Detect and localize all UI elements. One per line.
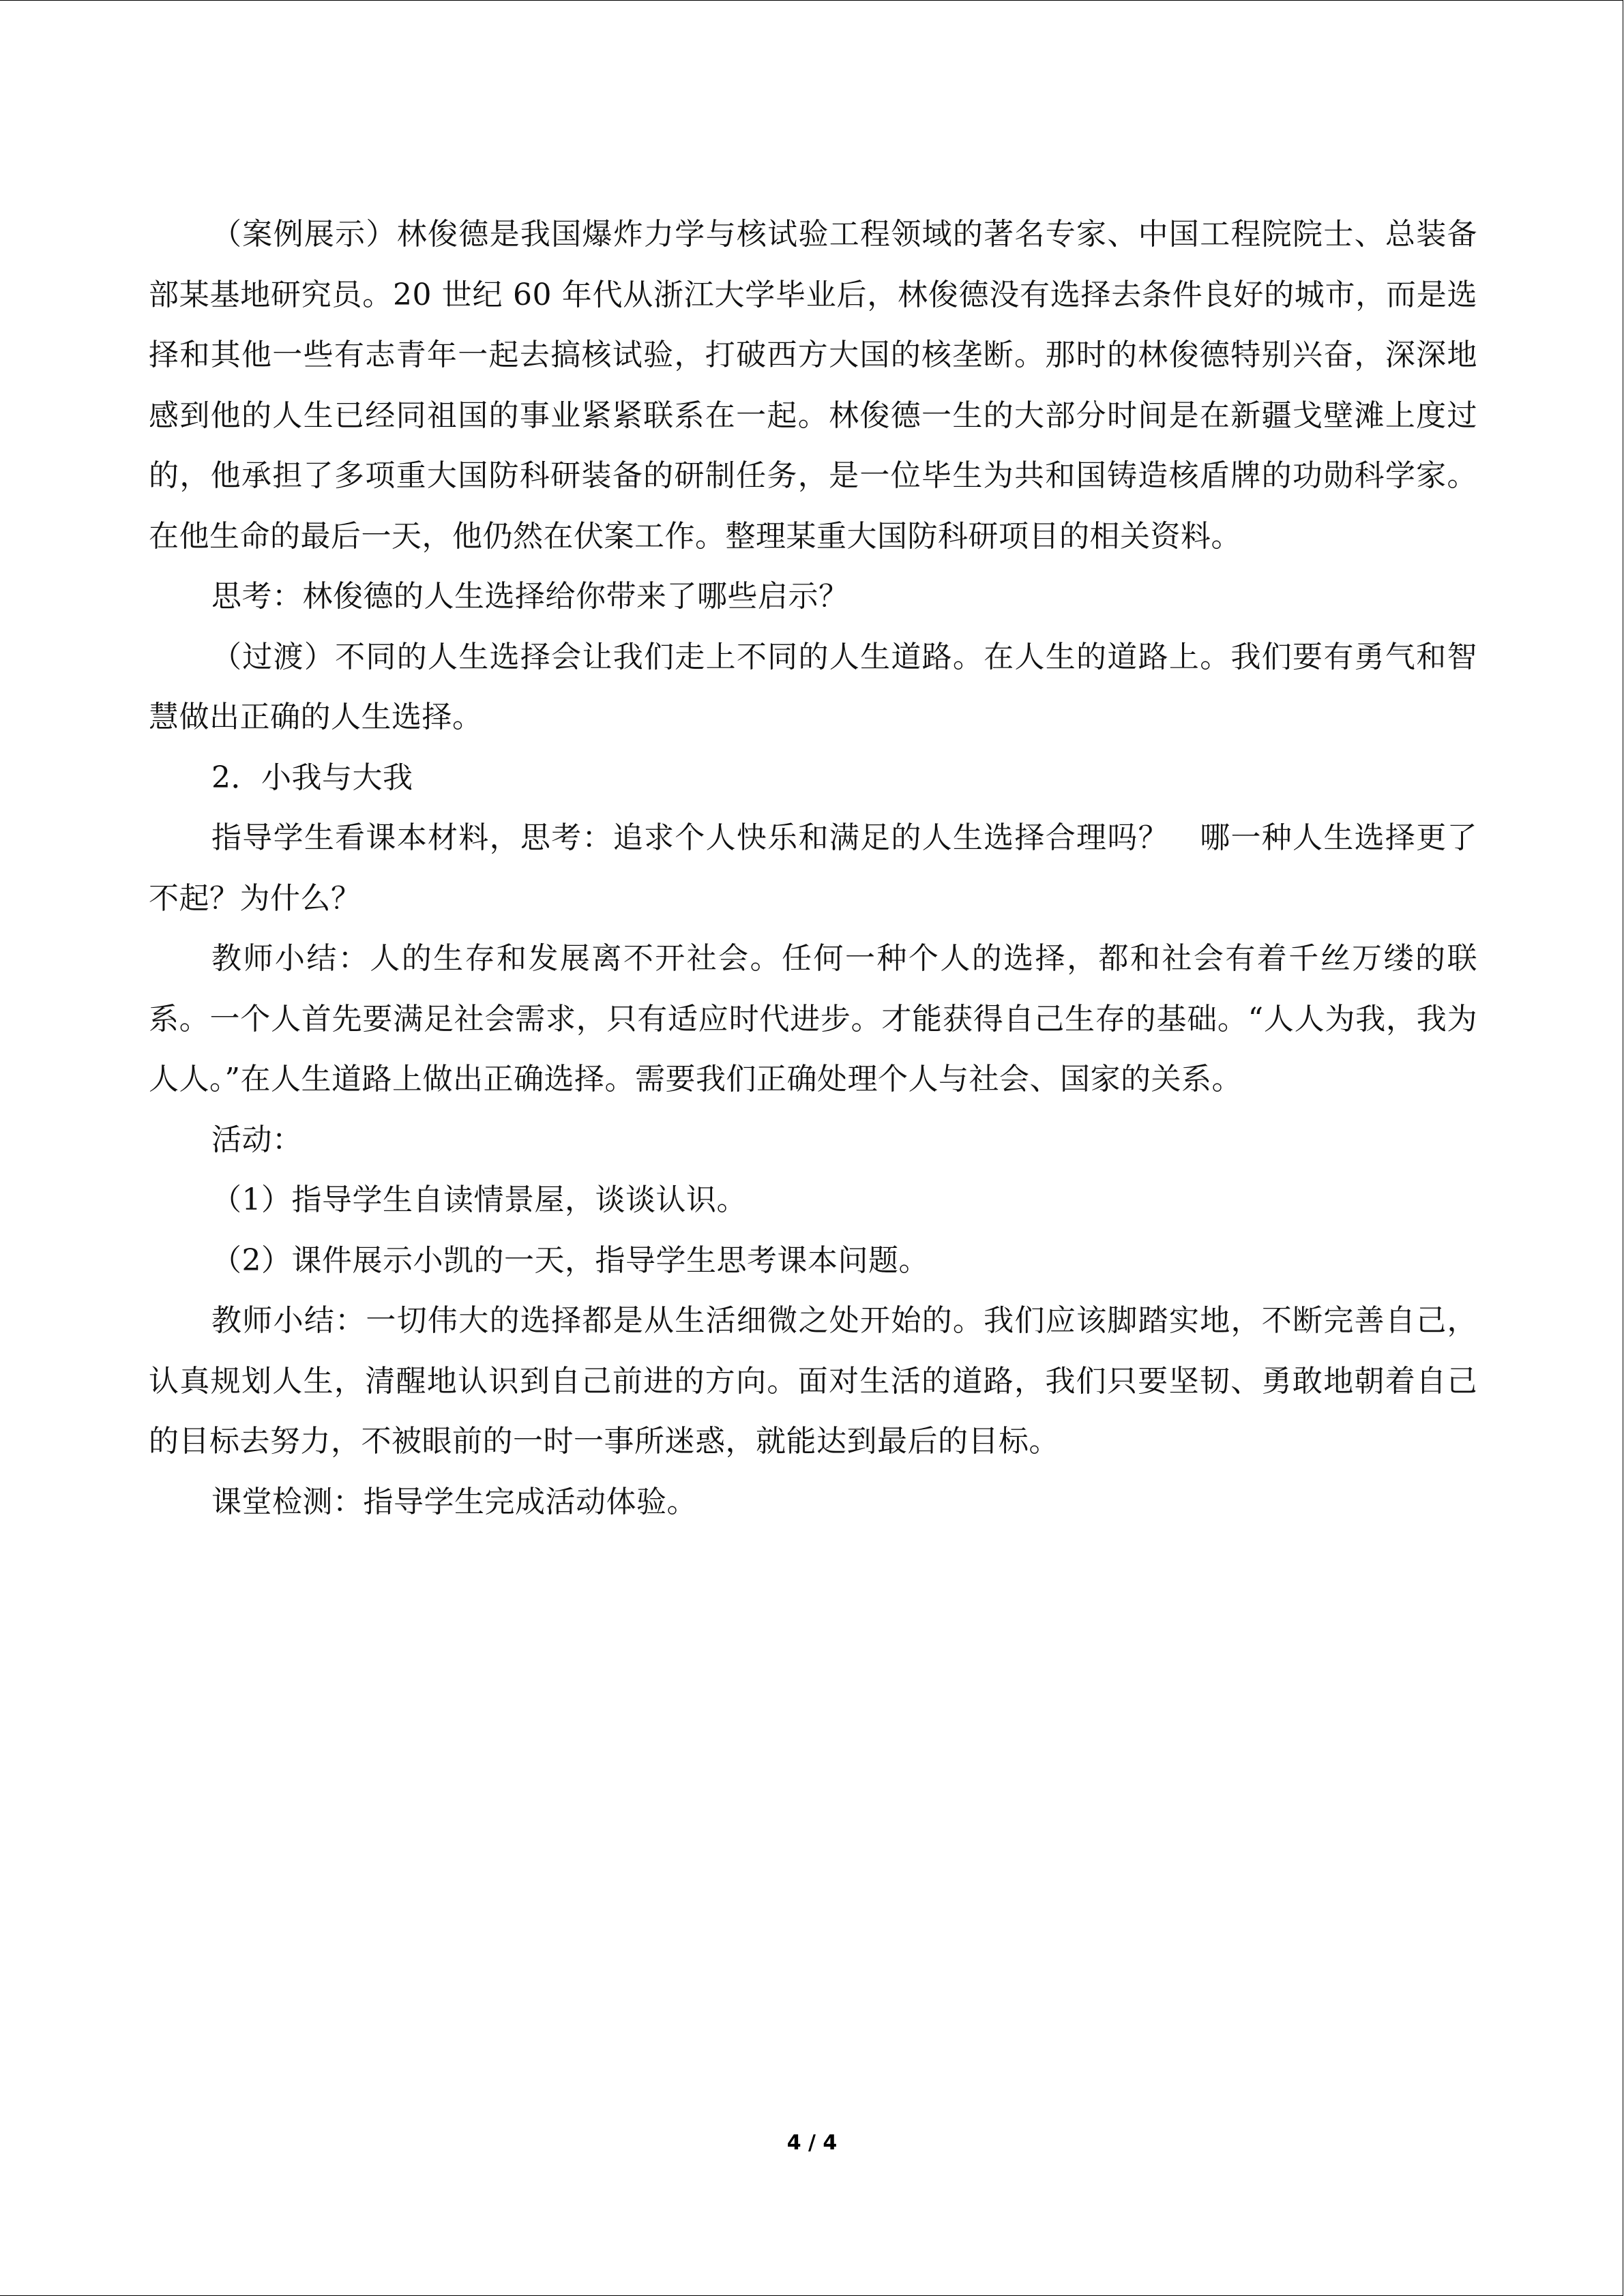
document-body <box>149 205 1477 1532</box>
paragraph-activity-label: 活动： <box>211 1122 303 1157</box>
paragraph-case-study: （案例展示）林俊德是我国爆炸力学与核试验工程领域的著名专家、中国工程院院士、总装备部某基地研究员。20 世纪 60 年代从浙江大学毕业后，林俊德没有选择去条件良好的城市，而是选择和其他一些有志青年一起去搞核试验，打破西方大国的核垄断。那时的林俊德特别兴奋，深深地感到他的人生已经同祖国的事业紧紧联系在一起。林俊德一生的大部分时间是在新疆戈壁滩上度过的，他承担了多项重大国防科研装备的研制任务，是一位毕生为共和国铸造核盾牌的功勋科学家。在他生命的最后一天，他仍然在伏案工作。整理某重大国防科研项目的相关资料。 <box>149 217 1477 554</box>
paragraph-guide-reading: 指导学生看课本材料，思考：追求个人快乐和满足的人生选择合理吗？ 哪一种人生选择更了不起？为什么？ <box>149 820 1477 916</box>
paragraph-transition: （过渡）不同的人生选择会让我们走上不同的人生道路。在人生的道路上。我们要有勇气和智慧做出正确的人生选择。 <box>149 639 1477 734</box>
list-item-activity-1: （1）指导学生自读情景屋，谈谈认识。 <box>211 1182 747 1217</box>
paragraph-teacher-summary-1: 教师小结：人的生存和发展离不开社会。任何一种个人的选择，都和社会有着千丝万缕的联系。一个人首先要满足社会需求，只有适应时代进步。才能获得自己生存的基础。“人人为我，我为人人。”在人生道路上做出正确选择。需要我们正确处理个人与社会、国家的关系。 <box>149 941 1477 1097</box>
page-number: 4 / 4 <box>786 2131 838 2155</box>
paragraph-classroom-test: 课堂检测：指导学生完成活动体验。 <box>211 1484 697 1519</box>
paragraph-think-question: 思考：林俊德的人生选择给你带来了哪些启示？ <box>211 579 849 614</box>
section-heading: 2．小我与大我 <box>211 760 413 795</box>
paragraph-teacher-summary-2: 教师小结：一切伟大的选择都是从生活细微之处开始的。我们应该脚踏实地，不断完善自己，认真规划人生，清醒地认识到自己前进的方向。面对生活的道路，我们只要坚韧、勇敢地朝着自己的目标去努力，不被眼前的一时一事所迷惑，就能达到最后的目标。 <box>149 1303 1477 1459</box>
list-item-activity-2: （2）课件展示小凯的一天，指导学生思考课本问题。 <box>211 1242 929 1278</box>
